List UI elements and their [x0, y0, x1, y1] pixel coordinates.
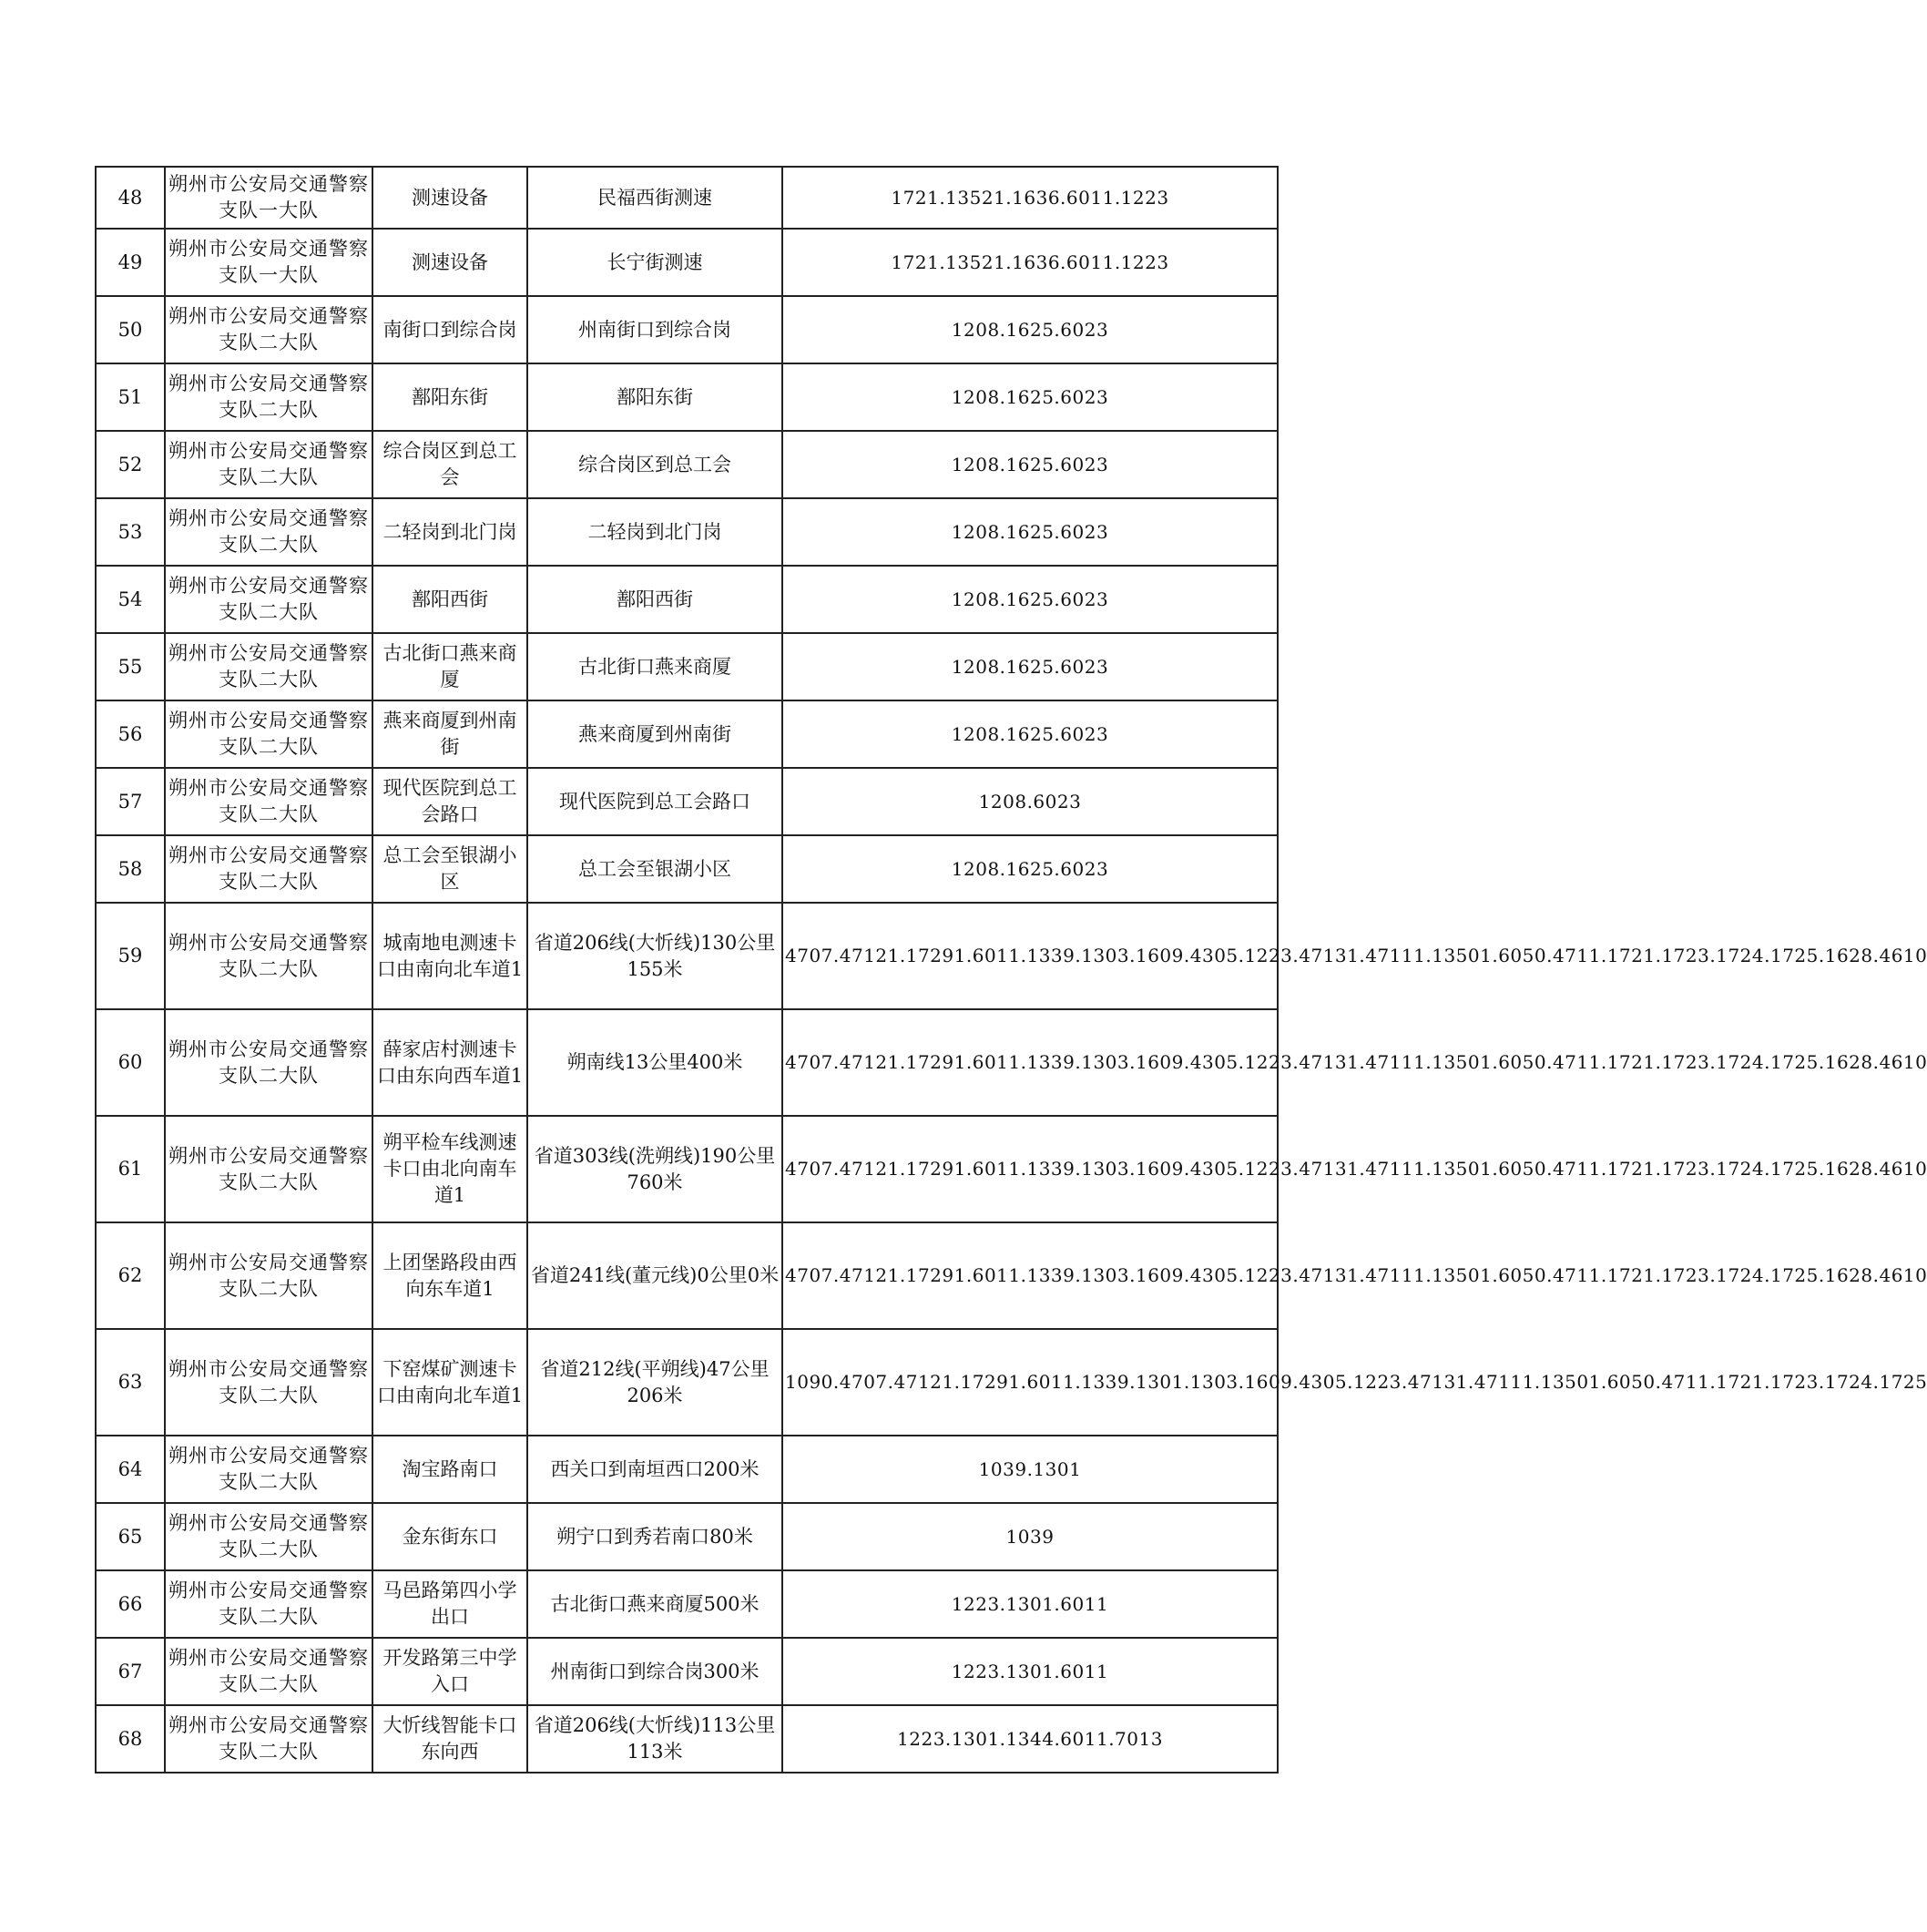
row-unit: 朔州市公安局交通警察支队二大队	[165, 903, 372, 1009]
row-number: 64	[96, 1436, 165, 1503]
row-codes: 1721.13521.1636.6011.1223	[782, 167, 1278, 229]
row-codes: 4707.47121.17291.6011.1339.1303.1609.4305.1223.47131.47111.13501.6050.4711.1721.1723.1724.1725.1628.4610	[782, 1116, 1278, 1222]
row-device: 二轻岗到北门岗	[372, 498, 527, 566]
table-row	[96, 1116, 1278, 1222]
row-number: 54	[96, 566, 165, 633]
device-table	[95, 166, 1927, 1774]
row-location: 省道303线(洗朔线)190公里760米	[527, 1116, 782, 1222]
row-codes: 1208.1625.6023	[782, 835, 1278, 903]
row-location: 省道206线(大忻线)113公里113米	[527, 1705, 782, 1773]
row-unit: 朔州市公安局交通警察支队二大队	[165, 1638, 372, 1705]
row-unit: 朔州市公安局交通警察支队二大队	[165, 1436, 372, 1503]
table-row	[96, 1222, 1278, 1329]
row-device: 马邑路第四小学出口	[372, 1570, 527, 1638]
table-row	[96, 1436, 1278, 1503]
row-location: 鄯阳东街	[527, 363, 782, 431]
row-unit: 朔州市公安局交通警察支队二大队	[165, 296, 372, 363]
row-number: 53	[96, 498, 165, 566]
row-location: 二轻岗到北门岗	[527, 498, 782, 566]
row-device: 古北街口燕来商厦	[372, 633, 527, 700]
row-number: 60	[96, 1009, 165, 1116]
row-unit: 朔州市公安局交通警察支队二大队	[165, 566, 372, 633]
table-row	[96, 1329, 1278, 1436]
row-number: 57	[96, 768, 165, 835]
table-row	[96, 431, 1278, 498]
table-row	[96, 1638, 1278, 1705]
row-number: 63	[96, 1329, 165, 1436]
row-unit: 朔州市公安局交通警察支队二大队	[165, 363, 372, 431]
row-codes: 4707.47121.17291.6011.1339.1303.1609.4305.1223.47131.47111.13501.6050.4711.1721.1723.1724.1725.1628.4610	[782, 1222, 1278, 1329]
row-device: 测速设备	[372, 229, 527, 296]
row-number: 58	[96, 835, 165, 903]
row-device: 南街口到综合岗	[372, 296, 527, 363]
row-location: 民福西街测速	[527, 167, 782, 229]
row-device: 大忻线智能卡口东向西	[372, 1705, 527, 1773]
row-location: 现代医院到总工会路口	[527, 768, 782, 835]
table-row	[96, 363, 1278, 431]
row-codes: 1208.1625.6023	[782, 566, 1278, 633]
row-device: 下窑煤矿测速卡口由南向北车道1	[372, 1329, 527, 1436]
row-location: 西关口到南垣西口200米	[527, 1436, 782, 1503]
row-location: 古北街口燕来商厦	[527, 633, 782, 700]
row-unit: 朔州市公安局交通警察支队二大队	[165, 1705, 372, 1773]
row-unit: 朔州市公安局交通警察支队二大队	[165, 633, 372, 700]
row-device: 开发路第三中学入口	[372, 1638, 527, 1705]
row-device: 薛家店村测速卡口由东向西车道1	[372, 1009, 527, 1116]
row-location: 省道206线(大忻线)130公里155米	[527, 903, 782, 1009]
row-location: 燕来商厦到州南街	[527, 700, 782, 768]
row-codes: 1223.1301.1344.6011.7013	[782, 1705, 1278, 1773]
row-codes: 1208.1625.6023	[782, 633, 1278, 700]
row-number: 67	[96, 1638, 165, 1705]
table-row	[96, 1570, 1278, 1638]
row-number: 48	[96, 167, 165, 229]
row-codes: 1208.6023	[782, 768, 1278, 835]
row-codes: 1208.1625.6023	[782, 296, 1278, 363]
row-location: 州南街口到综合岗300米	[527, 1638, 782, 1705]
row-location: 总工会至银湖小区	[527, 835, 782, 903]
device-table-body	[96, 167, 1927, 1773]
row-device: 燕来商厦到州南街	[372, 700, 527, 768]
row-codes: 1208.1625.6023	[782, 431, 1278, 498]
row-number: 62	[96, 1222, 165, 1329]
row-device: 城南地电测速卡口由南向北车道1	[372, 903, 527, 1009]
row-number: 65	[96, 1503, 165, 1570]
row-device: 金东街东口	[372, 1503, 527, 1570]
table-row	[96, 229, 1278, 296]
table-row	[96, 1009, 1278, 1116]
row-unit: 朔州市公安局交通警察支队二大队	[165, 431, 372, 498]
row-number: 52	[96, 431, 165, 498]
row-location: 省道212线(平朔线)47公里206米	[527, 1329, 782, 1436]
table-row	[96, 835, 1278, 903]
table-row	[96, 768, 1278, 835]
row-codes: 4707.47121.17291.6011.1339.1303.1609.4305.1223.47131.47111.13501.6050.4711.1721.1723.1724.1725.1628.4610	[782, 903, 1278, 1009]
row-number: 59	[96, 903, 165, 1009]
row-location: 省道241线(董元线)0公里0米	[527, 1222, 782, 1329]
row-unit: 朔州市公安局交通警察支队二大队	[165, 1329, 372, 1436]
row-device: 现代医院到总工会路口	[372, 768, 527, 835]
table-row	[96, 498, 1278, 566]
row-number: 49	[96, 229, 165, 296]
row-unit: 朔州市公安局交通警察支队二大队	[165, 1009, 372, 1116]
row-device: 淘宝路南口	[372, 1436, 527, 1503]
row-device: 上团堡路段由西向东车道1	[372, 1222, 527, 1329]
row-device: 鄯阳东街	[372, 363, 527, 431]
row-device: 鄯阳西街	[372, 566, 527, 633]
row-unit: 朔州市公安局交通警察支队二大队	[165, 768, 372, 835]
row-codes: 1223.1301.6011	[782, 1570, 1278, 1638]
row-number: 56	[96, 700, 165, 768]
row-location: 古北街口燕来商厦500米	[527, 1570, 782, 1638]
row-location: 州南街口到综合岗	[527, 296, 782, 363]
row-codes: 1208.1625.6023	[782, 363, 1278, 431]
row-number: 55	[96, 633, 165, 700]
row-number: 68	[96, 1705, 165, 1773]
row-codes: 1223.1301.6011	[782, 1638, 1278, 1705]
row-unit: 朔州市公安局交通警察支队二大队	[165, 1570, 372, 1638]
row-unit: 朔州市公安局交通警察支队二大队	[165, 700, 372, 768]
row-location: 朔宁口到秀若南口80米	[527, 1503, 782, 1570]
row-codes: 1039.1301	[782, 1436, 1278, 1503]
row-unit: 朔州市公安局交通警察支队一大队	[165, 167, 372, 229]
row-device: 综合岗区到总工会	[372, 431, 527, 498]
row-codes: 1208.1625.6023	[782, 498, 1278, 566]
row-device: 朔平检车线测速卡口由北向南车道1	[372, 1116, 527, 1222]
table-row	[96, 167, 1278, 229]
table-row	[96, 633, 1278, 700]
row-location: 长宁街测速	[527, 229, 782, 296]
row-codes: 1208.1625.6023	[782, 700, 1278, 768]
row-location: 鄯阳西街	[527, 566, 782, 633]
table-row	[96, 566, 1278, 633]
row-location: 朔南线13公里400米	[527, 1009, 782, 1116]
row-number: 61	[96, 1116, 165, 1222]
table-row	[96, 1503, 1278, 1570]
table-row	[96, 296, 1278, 363]
row-codes: 1721.13521.1636.6011.1223	[782, 229, 1278, 296]
row-unit: 朔州市公安局交通警察支队二大队	[165, 1503, 372, 1570]
row-unit: 朔州市公安局交通警察支队一大队	[165, 229, 372, 296]
row-codes: 1090.4707.47121.17291.6011.1339.1301.1303.1609.4305.1223.47131.47111.13501.6050.4711.1721.1723.1724.1725	[782, 1329, 1278, 1436]
row-number: 66	[96, 1570, 165, 1638]
row-unit: 朔州市公安局交通警察支队二大队	[165, 1222, 372, 1329]
table-row	[96, 1705, 1278, 1773]
row-unit: 朔州市公安局交通警察支队二大队	[165, 1116, 372, 1222]
table-row	[96, 700, 1278, 768]
row-location: 综合岗区到总工会	[527, 431, 782, 498]
row-device: 测速设备	[372, 167, 527, 229]
row-number: 50	[96, 296, 165, 363]
row-codes: 1039	[782, 1503, 1278, 1570]
row-number: 51	[96, 363, 165, 431]
row-device: 总工会至银湖小区	[372, 835, 527, 903]
table-row	[96, 903, 1278, 1009]
row-unit: 朔州市公安局交通警察支队二大队	[165, 498, 372, 566]
row-unit: 朔州市公安局交通警察支队二大队	[165, 835, 372, 903]
row-codes: 4707.47121.17291.6011.1339.1303.1609.4305.1223.47131.47111.13501.6050.4711.1721.1723.1724.1725.1628.4610	[782, 1009, 1278, 1116]
